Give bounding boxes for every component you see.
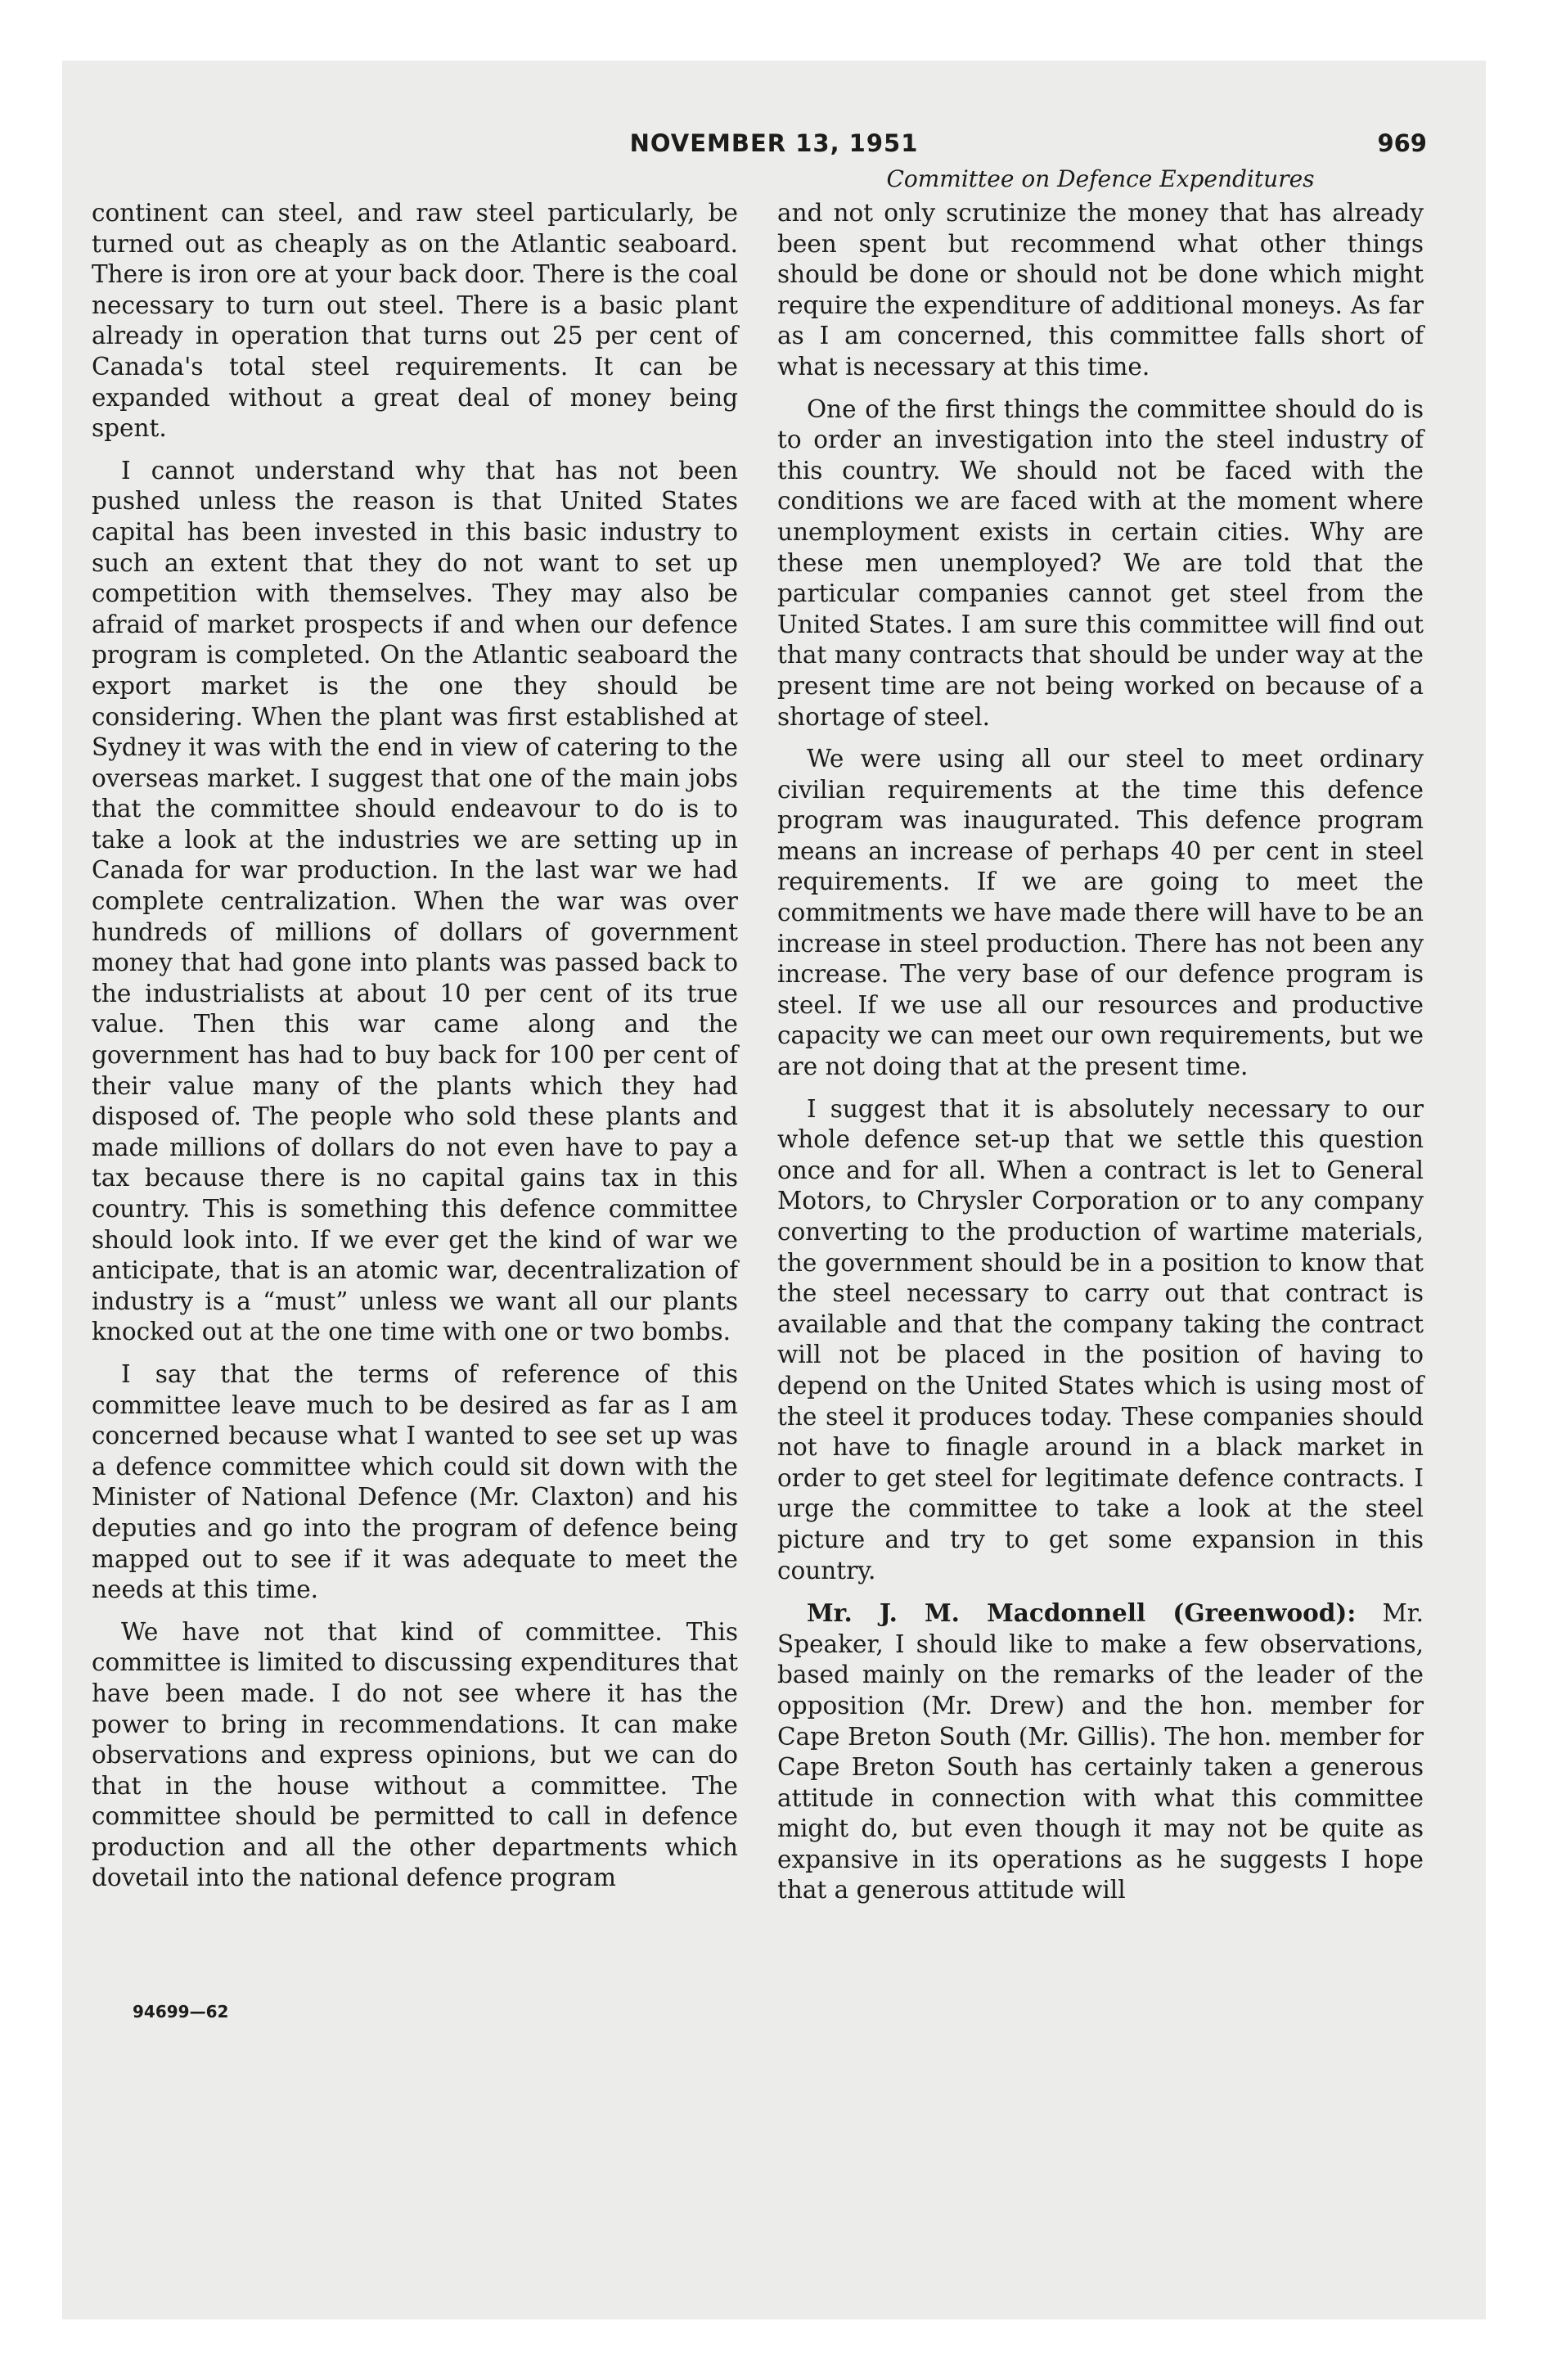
header-date: NOVEMBER 13, 1951 xyxy=(629,129,919,157)
paragraph: I cannot understand why that has not been pushed unless the reason is that United States capital has been invested in this basic industry to such an extent that they do not want to set up competition with themselves. They may also be afraid of market prospects if and when our defence program is completed. On the Atlantic seaboard the export market is the one they should be considering. When the plant was first established at Sydney it was with the end in view of catering to the overseas market. I suggest that one of the main jobs that the committee should endeavour to do is to take a look at the industries we are setting up in Canada for war production. In the last war we had complete centralization. When the war was over hundreds of millions of dollars of government money that had gone into plants was passed back to the industrialists at about 10 per cent of its true value. Then this war came along and the government has had to buy back for 100 per cent of their value many of the plants which they had disposed of. The people who sold these plants and made millions of dollars do not even have to pay a tax because there is no capital gains tax in this country. This is something this defence committee should look into. If we ever get the kind of war we anticipate, that is an atomic war, decentralization of industry is a “must” unless we want all our plants knocked out at the one time with one or two bombs. xyxy=(92,456,738,1346)
document-page xyxy=(62,61,1486,2319)
page-number: 969 xyxy=(1377,129,1427,157)
paragraph: continent can steel, and raw steel particularly, be turned out as cheaply as on the Atlantic seaboard. There is iron ore at your back door. There is the coal necessary to turn out steel. There is a basic plant already in operation that turns out 25 per cent of Canada's total steel requirements. It can be expanded without a great deal of money being spent. xyxy=(92,199,738,443)
paragraph: We were using all our steel to meet ordinary civilian requirements at the time this defence program was inaugurated. This defence program means an increase of perhaps 40 per cent in steel requirements. If we are going to meet the commitments we have made there will have to be an increase in steel production. There has not been any increase. The very base of our defence program is steel. If we use all our resources and productive capacity we can meet our own requirements, but we are not doing that at the present time. xyxy=(777,745,1424,1081)
paragraph: I suggest that it is absolutely necessary to our whole defence set-up that we settle this question once and for all. When a contract is let to General Motors, to Chrysler Corporation or to any company converting to the production of wartime materials, the government should be in a position to know that the steel necessary to carry out that contract is available and that the company taking the contract will not be placed in the position of having to depend on the United States which is using most of the steel it produces today. These companies should not have to finagle around in a black market in order to get steel for legitimate defence contracts. I urge the committee to take a look at the steel picture and try to get some expansion in this country. xyxy=(777,1094,1424,1584)
speaker-text: Mr. Speaker, I should like to make a few observations, based mainly on the remarks of the leader of the opposition (Mr. Drew) and the hon. member for Cape Breton South (Mr. Gillis). The hon. member for Cape Breton South has certainly taken a generous attitude in connection with what this committee might do, but even though it may not be quite as expansive in its operations as he suggests I hope that a generous attitude will xyxy=(777,1599,1424,1904)
left-column xyxy=(92,198,738,1905)
paragraph: One of the first things the committee should do is to order an investigation into the steel industry of this country. We should not be faced with the conditions we are faced with at the moment where unemployment exists in certain cities. Why are these men unemployed? We are told that the particular companies cannot get steel from the United States. I am sure this committee will find out that many contracts that should be under way at the present time are not being worked on because of a shortage of steel. xyxy=(777,394,1424,731)
speaker-paragraph xyxy=(777,1598,1424,1906)
section-subheader: Committee on Defence Expenditures xyxy=(886,165,1315,192)
page-header xyxy=(62,129,1486,162)
paragraph: We have not that kind of committee. This committee is limited to discussing expenditures that have been made. I do not see where it has the power to bring in recommendations. It can make observations and express opinions, but we can do that in the house without a committee. The committee should be permitted to call in defence production and all the other departments which dovetail into the national defence program xyxy=(92,1617,738,1892)
paragraph: and not only scrutinize the money that has already been spent but recommend what other things should be done or should not be done which might require the expenditure of additional moneys. As far as I am concerned, this committee falls short of what is necessary at this time. xyxy=(777,199,1424,381)
footer-code: 94699—62 xyxy=(133,2002,229,2022)
speaker-name: Mr. J. M. Macdonnell (Greenwood): xyxy=(807,1598,1357,1628)
paragraph: I say that the terms of reference of this committee leave much to be desired as far as I am concerned because what I wanted to see set up was a defence committee which could sit down with the Minister of National Defence (Mr. Claxton) and his deputies and go into the program of defence being mapped out to see if it was adequate to meet the needs at this time. xyxy=(92,1359,738,1604)
right-column xyxy=(777,198,1424,1918)
